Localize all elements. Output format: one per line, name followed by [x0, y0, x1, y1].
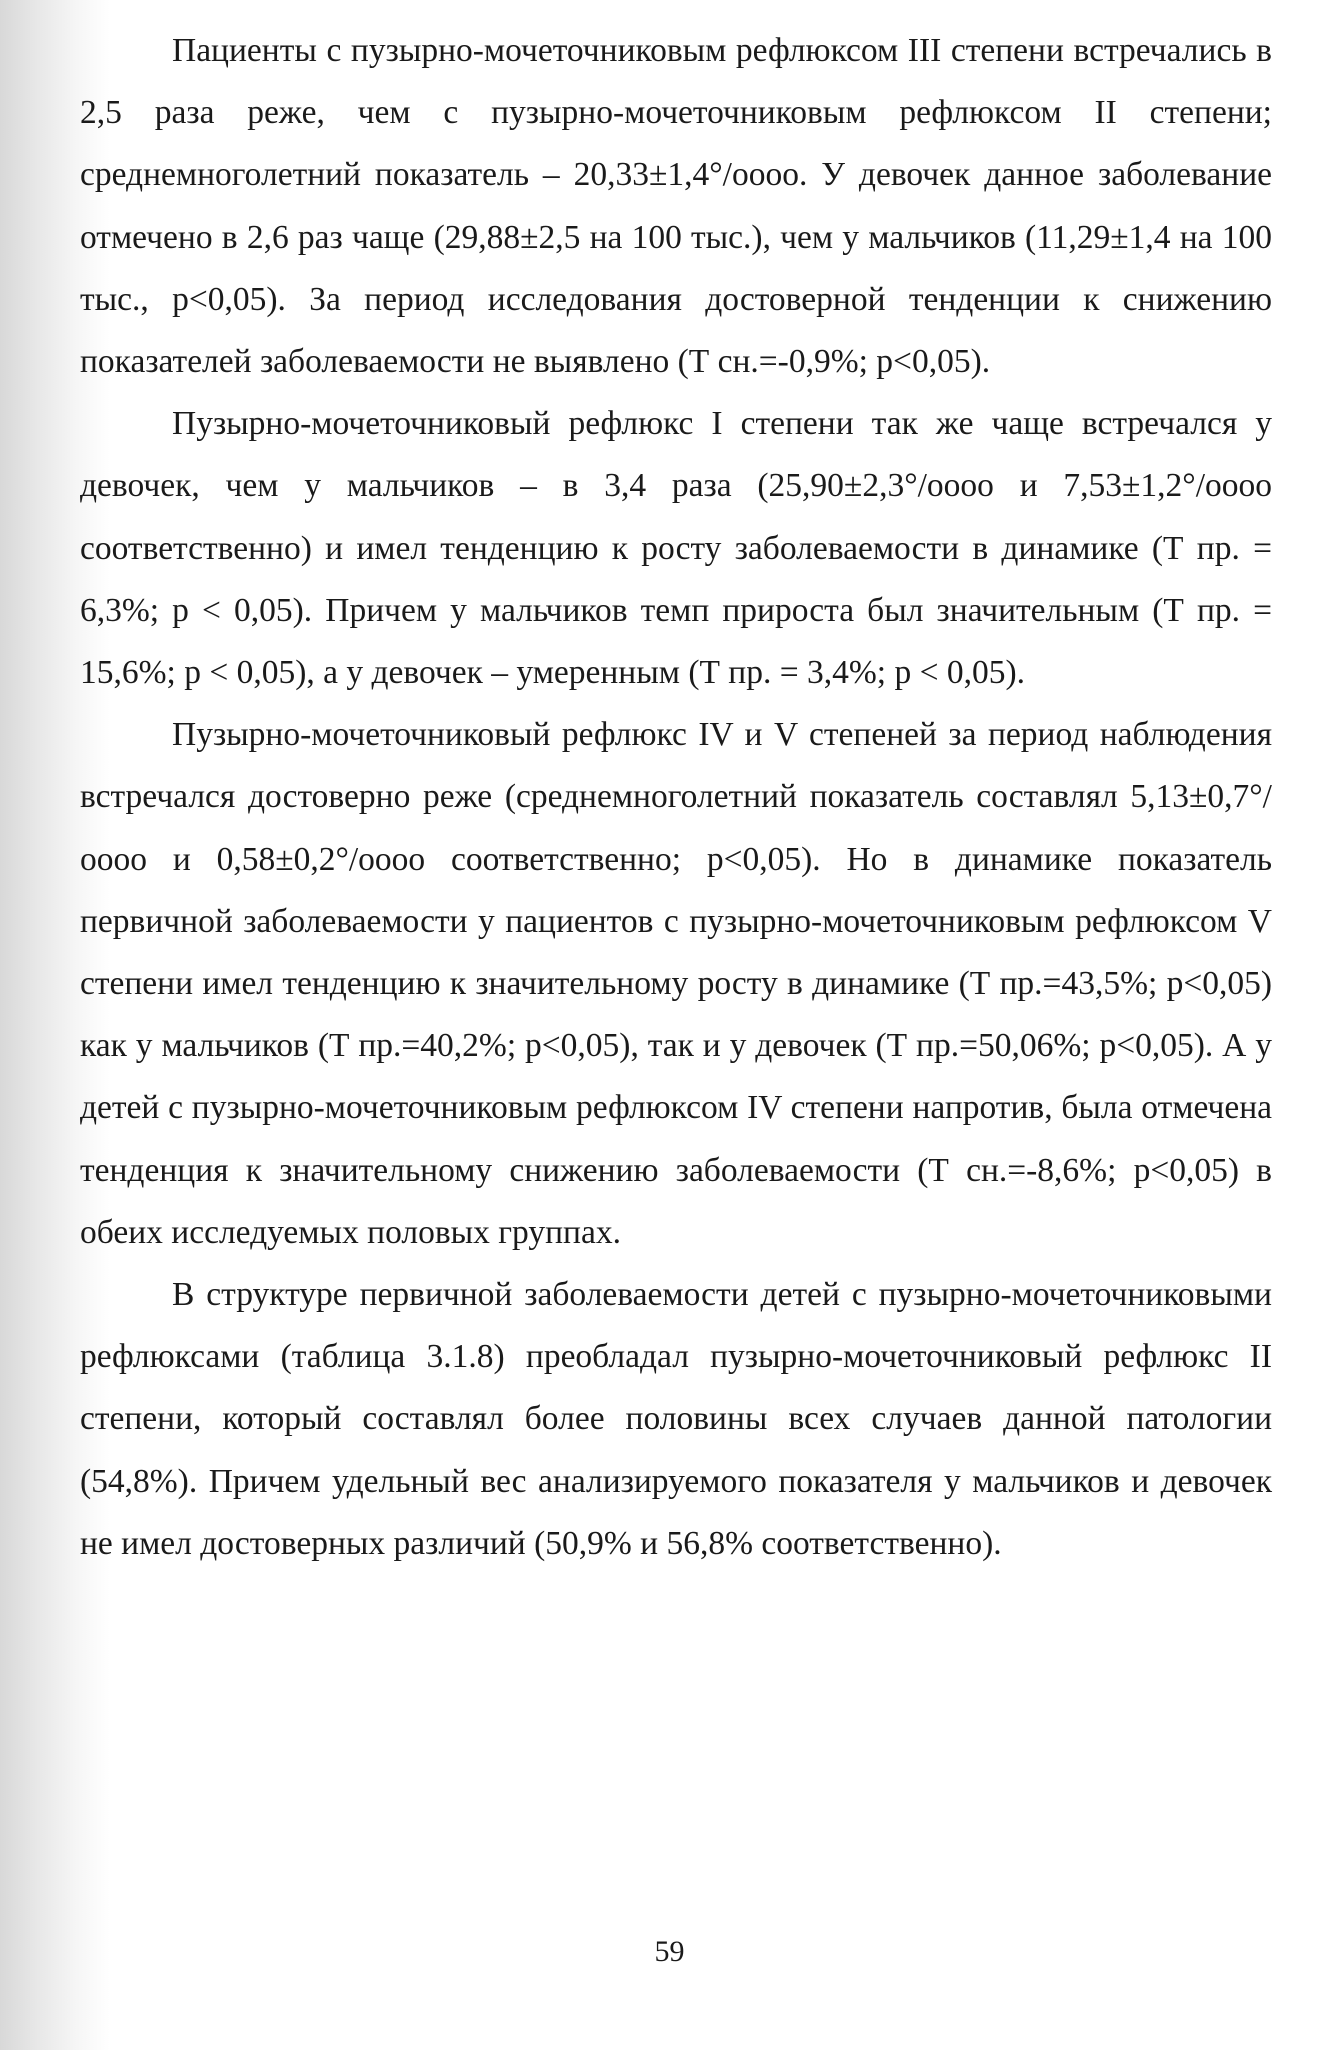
- page-number: 59: [654, 1935, 685, 1968]
- paragraph-1: Пациенты с пузырно-мочеточниковым рефлюксом III степени встречались в 2,5 раза реже, чем с пузырно-мочеточниковым рефлюксом II степени; среднемноголетний показатель – 20,33±1,4°/оооо. У девочек данное заболевание отмечено в 2,6 раз чаще (29,88±2,5 на 100 тыс.), чем у мальчиков (11,29±1,4 на 100 тыс., p<0,05). За период исследования достоверной тенденции к снижению показателей заболеваемости не выявлено (Т сн.=-0,9%; p<0,05).: [80, 32, 1272, 381]
- paragraph-4: В структуре первичной заболеваемости детей с пузырно-мочеточниковыми рефлюксами (таблица 3.1.8) преобладал пузырно-мочеточниковый рефлюкс II степени, который составлял более половины всех случаев данной патологии (54,8%). Причем удельный вес анализируемого показателя у мальчиков и девочек не имел достоверных различий (50,9% и 56,8% соответственно).: [80, 1276, 1272, 1562]
- page-body: [80, 20, 1272, 1575]
- paragraph-3: Пузырно-мочеточниковый рефлюкс IV и V степеней за период наблюдения встречался достоверно реже (среднемноголетний показатель составлял 5,13±0,7°/оооо и 0,58±0,2°/оооо соответственно; p<0,05). Но в динамике показатель первичной заболеваемости у пациентов с пузырно-мочеточниковым рефлюксом V степени имел тенденцию к значительному росту в динамике (Т пр.=43,5%; p<0,05) как у мальчиков (Т пр.=40,2%; p<0,05), так и у девочек (Т пр.=50,06%; p<0,05). А у детей с пузырно-мочеточниковым рефлюксом IV степени напротив, была отмечена тенденция к значительному снижению заболеваемости (Т сн.=-8,6%; p<0,05) в обеих исследуемых половых группах.: [80, 716, 1272, 1251]
- paragraph-2: Пузырно-мочеточниковый рефлюкс I степени так же чаще встречался у девочек, чем у мальчиков – в 3,4 раза (25,90±2,3°/оооо и 7,53±1,2°/оооо соответственно) и имел тенденцию к росту заболеваемости в динамике (Т пр. = 6,3%; р < 0,05). Причем у мальчиков темп прироста был значительным (Т пр. = 15,6%; р < 0,05), а у девочек – умеренным (Т пр. = 3,4%; р < 0,05).: [80, 405, 1272, 692]
